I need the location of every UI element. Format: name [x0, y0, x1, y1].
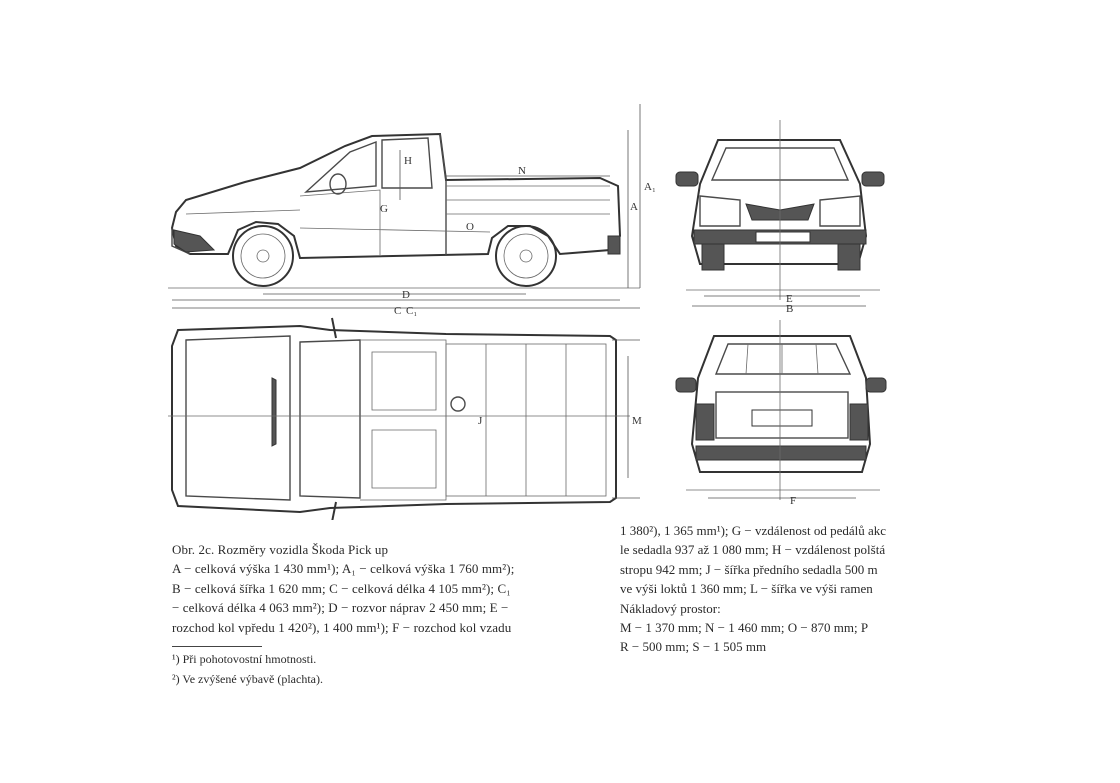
top-view [168, 318, 642, 520]
dim-label-D: D [402, 289, 410, 301]
dim-label-J: J [478, 415, 483, 427]
caption-line: M − 1 370 mm; N − 1 460 mm; O − 870 mm; P [620, 620, 869, 636]
side-view [168, 104, 656, 317]
footnotes [172, 645, 592, 689]
caption-line: le sedadla 937 až 1 080 mm; H − vzdálenost polštá [620, 542, 886, 558]
caption-line: Nákladový prostor: [620, 600, 721, 616]
dim-label-F: F [790, 495, 797, 507]
dim-label-N: N [518, 165, 526, 177]
dim-label-G: G [380, 203, 388, 215]
dim-label-E: E [786, 293, 793, 305]
caption-line: R − 500 mm; S − 1 505 mm [620, 639, 767, 655]
footnote: ²) Ve zvýšené výbavě (plachta). [172, 672, 323, 686]
caption-line: rozchod kol vpředu 1 420²), 1 400 mm¹); F − rozchod kol vzadu [172, 619, 512, 635]
dim-label-O: O [466, 221, 474, 233]
footnote: ¹) Při pohotovostní hmotnosti. [172, 652, 317, 666]
caption-line: ve výši loktů 1 360 mm; L − šířka ve výši ramen [620, 581, 873, 597]
caption-line: A − celková výška 1 430 mm¹); A₁ − celková výška 1 760 mm²); [172, 561, 515, 577]
dim-label-C: C [394, 305, 402, 317]
caption-line: B − celková šířka 1 620 mm; C − celková délka 4 105 mm²); C₁ [172, 580, 511, 596]
caption-line: 1 380²), 1 365 mm¹); G − vzdálenost od pedálů akc [620, 523, 887, 538]
dim-label-A1: A₁ [644, 181, 656, 193]
dim-label-A: A [630, 201, 638, 213]
caption-title: Obr. 2c. Rozměry vozidla Škoda Pick up [172, 542, 389, 557]
caption-line: stropu 942 mm; J − šířka předního sedadla 500 m [620, 561, 878, 577]
dim-label-C1: C₁ [406, 305, 418, 317]
front-view [676, 120, 884, 315]
dim-label-M: M [632, 415, 642, 427]
caption-line: − celková délka 4 063 mm²); D − rozvor náprav 2 450 mm; E − [172, 600, 509, 616]
rear-view [676, 320, 886, 507]
dim-label-B: B [786, 303, 794, 315]
dim-label-H: H [404, 155, 412, 167]
caption-left [172, 540, 592, 637]
caption-right [620, 521, 950, 657]
